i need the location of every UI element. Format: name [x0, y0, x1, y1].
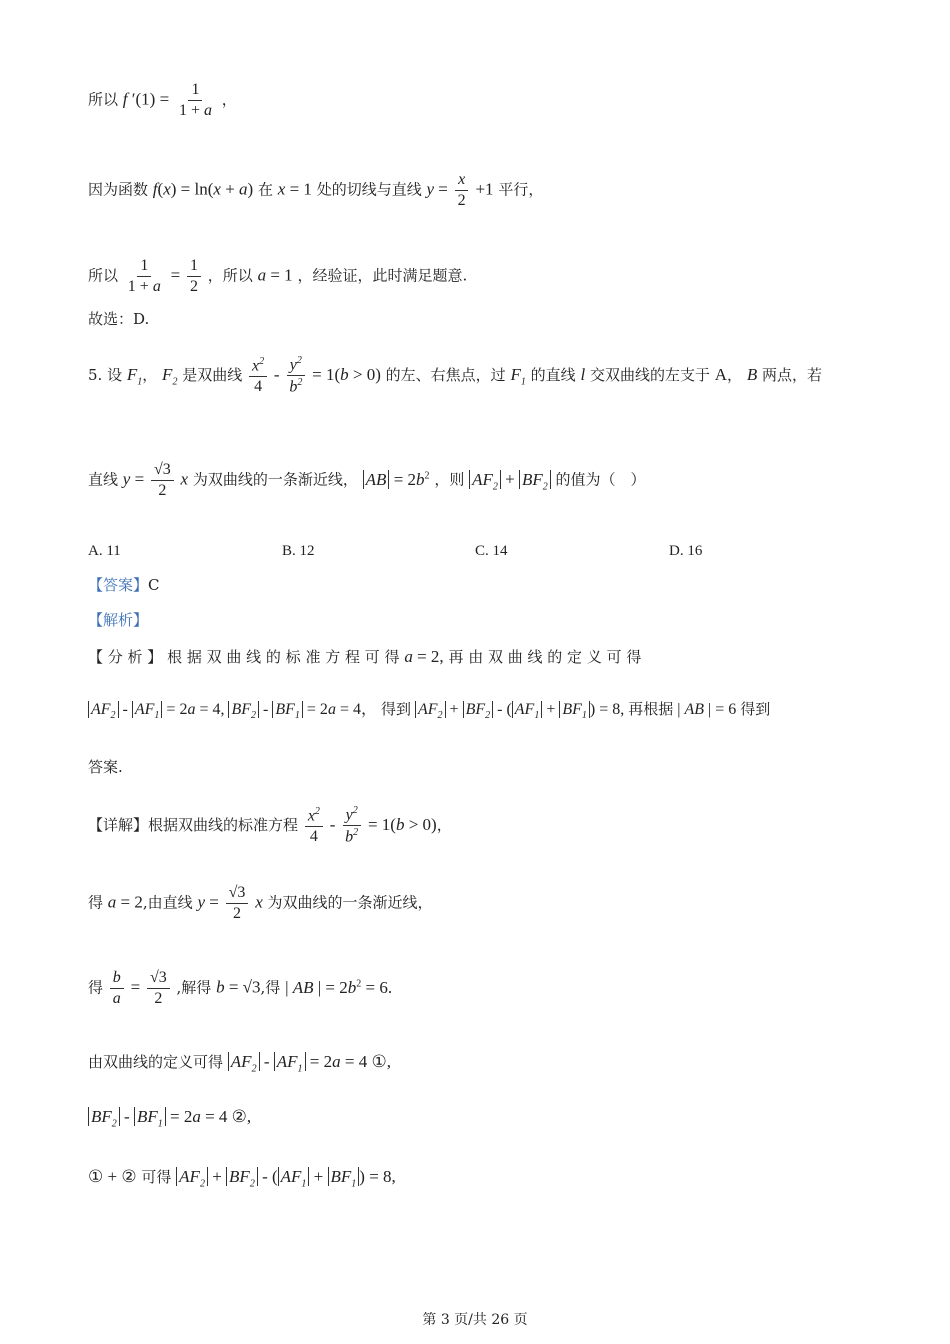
fraction: $\frac{y^2}{b^2}$ [286, 356, 305, 396]
text: ① + ② [88, 1167, 137, 1186]
detail-line1: 【详解】根据双曲线的标准方程 $\frac{x^2}{4}$ - $\frac{y^2}{b^2}$ = 1(b > 0)， [88, 805, 452, 846]
detail-line3 [88, 970, 392, 1007]
text: $AF_2 + BF_2$ - ( $AF_1 + BF_1$ ) = 8 [415, 701, 620, 718]
fraction: $\frac{1}{1 + a}$ [127, 257, 161, 295]
formula-line: y = [426, 179, 448, 199]
answer-choice-line [88, 312, 149, 327]
text: y [122, 469, 131, 489]
text: = 1(b > 0) [367, 814, 437, 834]
text: = [170, 265, 181, 285]
text: ，则 [434, 470, 465, 489]
fraction: $\frac{x^2}{4}$ [249, 357, 267, 395]
text: 的左、右焦点，过 [385, 365, 506, 384]
text: 【 分 析 】 根 据 双 曲 线 的 标 准 方 程 可 得 [88, 648, 400, 666]
fraction: $\frac{1}{2}$ [187, 258, 201, 295]
analysis-label-line [88, 613, 148, 628]
fraction: $\frac{x}{2}$ [455, 172, 469, 209]
text: $F_1$ [126, 364, 143, 388]
text: 的值为（ ） [555, 470, 646, 489]
fenxi-line2: $AF_2 - AF_1 = 2a = 4$, $BF_2 - BF_1 = 2a = 4$， 得到 $AF_2 + BF_2$ - ( $AF_1 + BF_1$ ) = 8, 再根据 | AB | = 6 得到 [88, 702, 770, 721]
text: $AF_2 + BF_2$ [469, 470, 551, 489]
text: 得 [88, 893, 104, 912]
text: 两点，若 [761, 365, 822, 384]
text: ， [221, 90, 237, 109]
text: 的直线 [530, 365, 576, 384]
question-5-line2 [88, 462, 646, 499]
detail-line4 [88, 1053, 391, 1074]
text: a = 2, [404, 647, 444, 666]
option-d: D. 16 [669, 543, 703, 559]
text: = 1(b > 0) [312, 364, 381, 384]
line-fprime [88, 82, 237, 119]
text: x [180, 469, 189, 489]
text: x [255, 892, 263, 912]
text: 交双曲线的左支于 [589, 365, 710, 384]
text: 再根据 [628, 700, 674, 718]
formula-fx: f(x) = ln(x + a) [152, 179, 254, 199]
question-5: 5. 设 $F_1$， $F_2$ 是双曲线 $\frac{x^2}{4}$ - $\frac{y^2}{b^2}$ = 1(b > 0) 的左、右焦点，过 $F_1$ 的直线 l 交双曲线的左支于 A， B 两点，若 [88, 355, 822, 396]
fraction: $\frac{b}{a}$ [110, 970, 124, 1007]
text: a = 2 [107, 892, 143, 912]
text: A [714, 364, 728, 384]
text: $F_1$ [510, 364, 526, 388]
detail-line5 [88, 1108, 251, 1129]
text: 答案. [88, 758, 123, 776]
text: 再 由 双 曲 线 的 定 义 可 得 [448, 648, 642, 666]
text: 是双曲线 [182, 365, 243, 384]
text: ，经验证，此时满足题意. [297, 266, 468, 285]
fraction: $\frac{√3}{2}$ [226, 885, 249, 922]
formula-a1: a = 1 [257, 265, 293, 285]
text: B [746, 364, 758, 384]
text: 得到 [740, 700, 771, 718]
text: $AF_2 - AF_1 = 2a = 4$ ①, [228, 1052, 391, 1071]
text: = [130, 469, 145, 489]
line-solve-a [88, 258, 467, 295]
text: 因为函数 [88, 180, 149, 199]
text: $BF_2 - BF_1 = 2a = 4$ ②, [88, 1107, 251, 1126]
text: = [205, 892, 219, 912]
text: ,解得 [176, 978, 212, 997]
detail-line2 [88, 885, 433, 922]
text: y [197, 892, 205, 912]
text: 故选：D. [88, 310, 150, 328]
text: | AB | = 6 [677, 701, 737, 718]
page-footer: 第 3 页/共 26 页 [422, 1312, 528, 1328]
text: - [329, 814, 336, 834]
text: 可得 [141, 1168, 172, 1186]
text: 由双曲线的定义可得 [88, 1053, 224, 1071]
text: | AB | = $2b^2 = 6$. [285, 977, 393, 997]
option-b: B. 12 [282, 543, 315, 559]
text: 所以 [88, 266, 119, 285]
fraction: $\frac{y^2}{b^2}$ [342, 806, 361, 846]
text: ，所以 [207, 266, 253, 285]
question-number: 5. 设 [88, 365, 123, 384]
option-c: C. 14 [475, 543, 508, 559]
text: 为双曲线的一条渐近线， [192, 470, 358, 489]
text: 平行， [498, 180, 544, 199]
formula-x1: x = 1 [277, 179, 312, 199]
fraction: $\frac{√3}{2}$ [147, 970, 170, 1007]
detail-label: 【详解】 [88, 815, 149, 834]
fraction: $\frac{√3}{2}$ [151, 462, 174, 499]
text: $F_2$ [162, 364, 178, 388]
text: 所以 [88, 90, 119, 109]
text: 得到 [380, 700, 411, 718]
answer-line [88, 578, 160, 593]
text: 为双曲线的一条渐近线， [267, 893, 433, 912]
fenxi-line [88, 648, 641, 665]
text: $AF_2 - AF_1 = 2a = 4$, $BF_2 - BF_1 = 2a = 4$ [88, 701, 361, 718]
text: 得 [88, 978, 104, 997]
text: $AF_2 + BF_2$ - ( $AF_1 + BF_1$ ) = 8, [176, 1167, 396, 1186]
fenxi-line3 [88, 760, 123, 775]
formula-fprime: f ′(1) = [122, 89, 170, 109]
text: l [580, 364, 586, 384]
line-function [88, 172, 543, 209]
text: b = √3 [216, 977, 261, 997]
text: ,得 [260, 978, 281, 997]
detail-line6 [88, 1168, 396, 1189]
text: 根据双曲线的标准方程 [148, 815, 299, 834]
text: +1 [475, 179, 494, 199]
text: AB = $2b^2$ [363, 470, 430, 489]
fraction: $\frac{1}{1 + a}$ [178, 81, 212, 119]
answer-value: C [148, 576, 160, 594]
text: = [130, 977, 141, 997]
text: ,由直线 [142, 893, 193, 912]
text: 在 [257, 180, 273, 199]
answer-label: 【答案】 [88, 576, 149, 594]
option-a: A. 11 [88, 543, 121, 559]
text: 处的切线与直线 [316, 180, 422, 199]
fraction: $\frac{x^2}{4}$ [305, 807, 323, 845]
analysis-label: 【解析】 [88, 611, 149, 629]
text: - [273, 364, 280, 384]
text: 直线 [88, 470, 119, 489]
